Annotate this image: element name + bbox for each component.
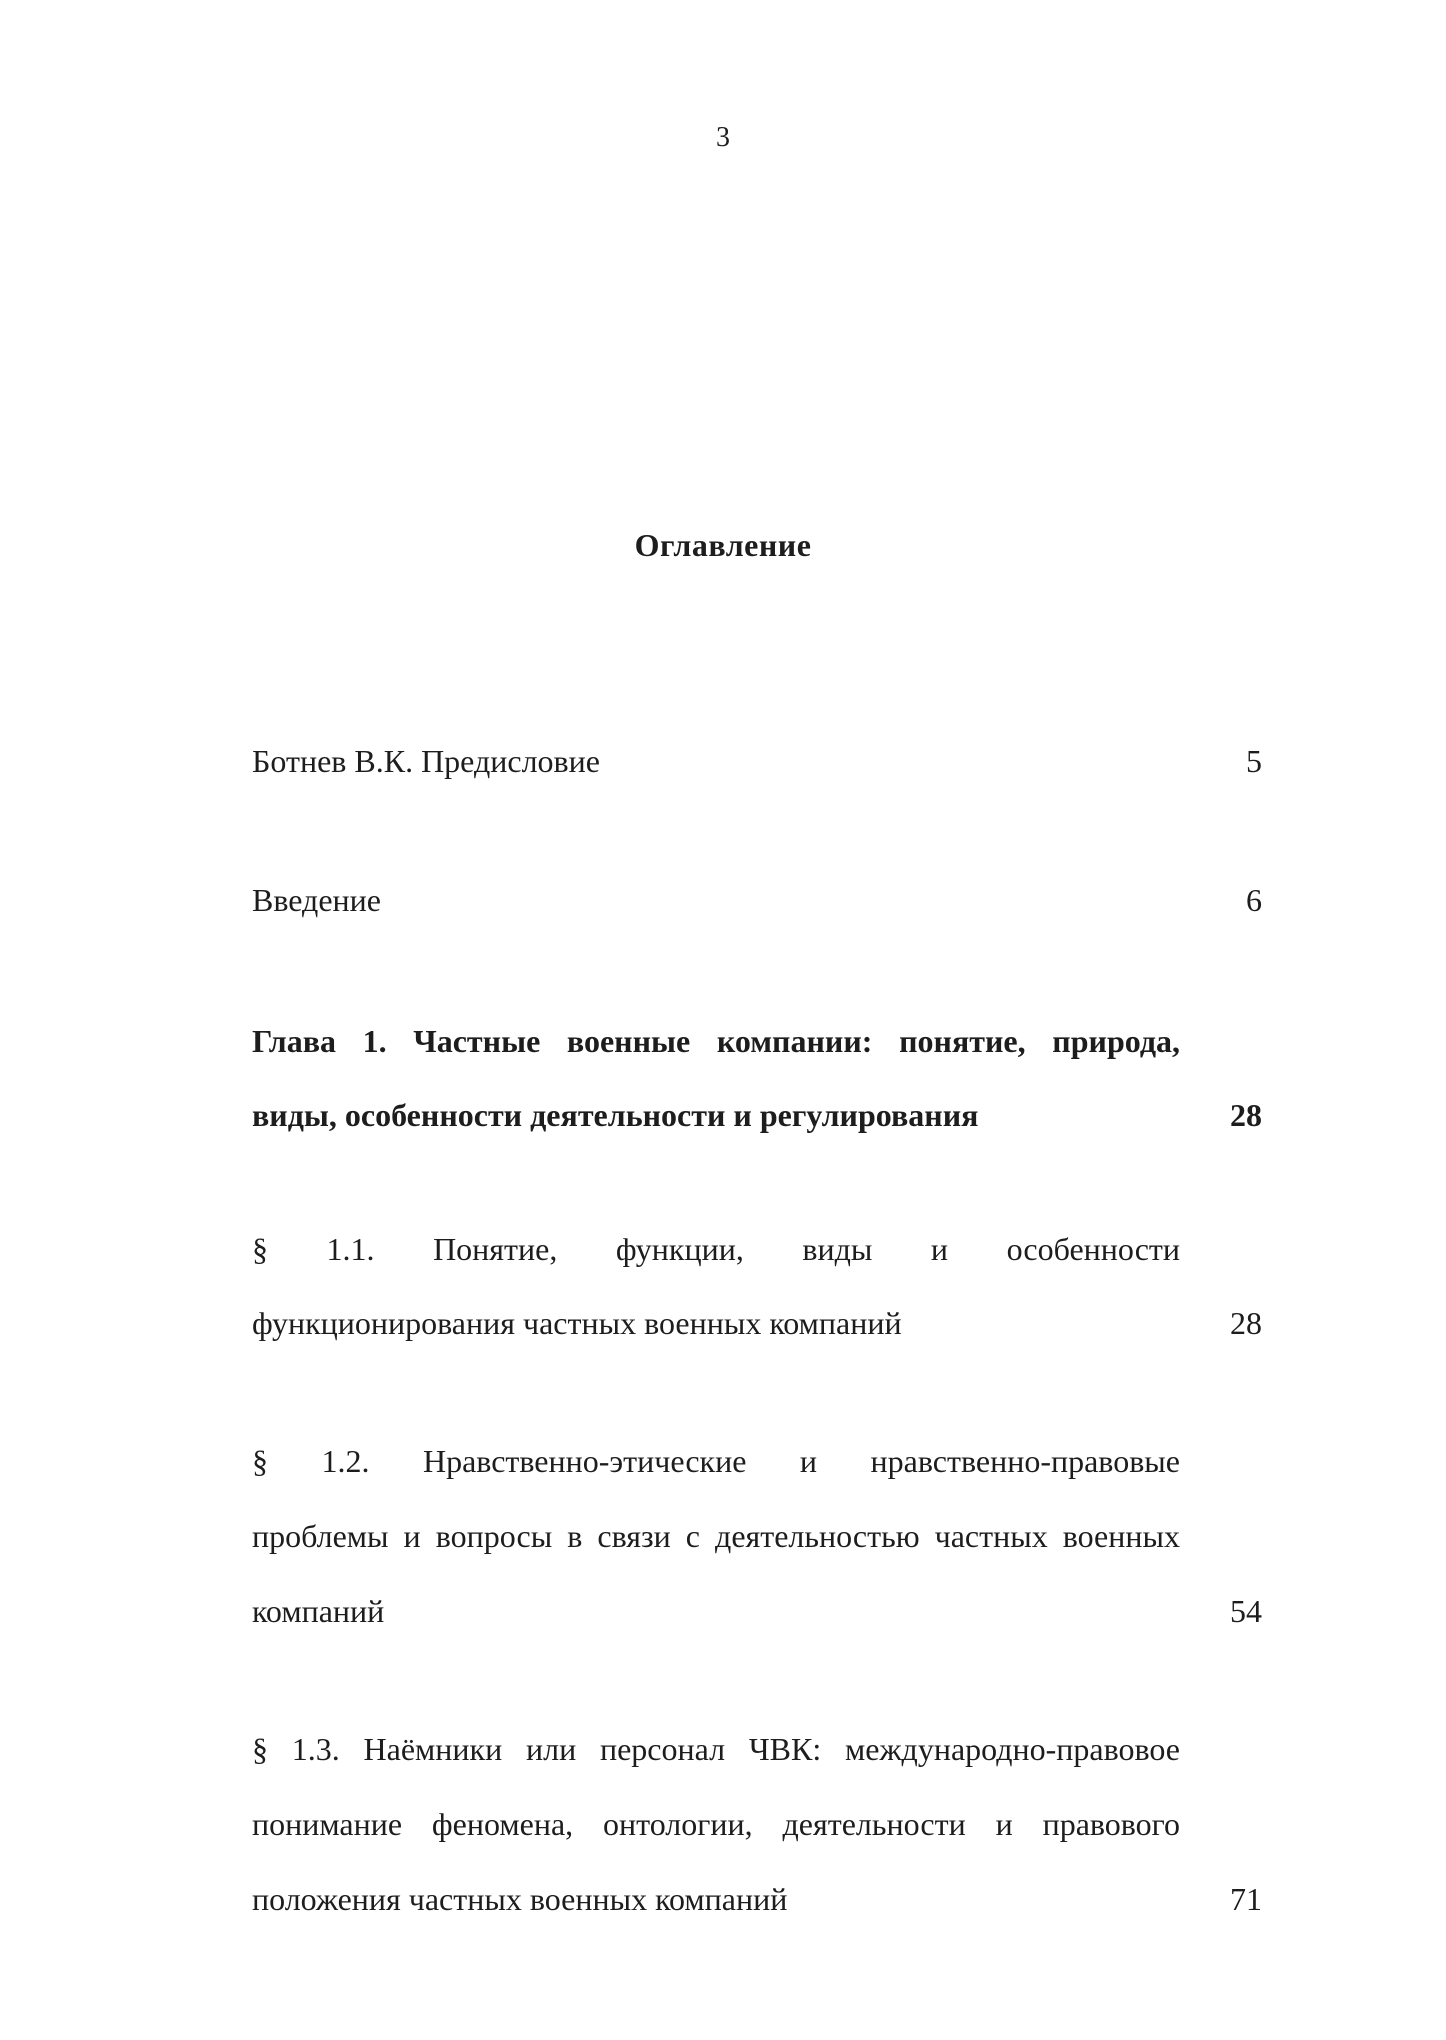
- toc-entry-text-line: компаний: [252, 1593, 385, 1629]
- toc-entry-page: 28: [1230, 1305, 1262, 1341]
- toc-entry-text-line: § 1.3. Наёмники или персонал ЧВК: международно-правовое: [252, 1731, 1180, 1767]
- toc-entry-text-line: Глава 1. Частные военные компании: понятие, природа,: [252, 1023, 1180, 1059]
- toc-entry-page: 54: [1230, 1593, 1262, 1629]
- toc-entry-text-line: проблемы и вопросы в связи с деятельностью частных военных: [252, 1518, 1180, 1554]
- toc-entry-text-line: функционирования частных военных компаний: [252, 1305, 902, 1341]
- toc-entry-page: 71: [1230, 1881, 1262, 1917]
- toc-entry-text: Введение: [252, 882, 381, 918]
- toc-entry-text: Ботнев В.К. Предисловие: [252, 743, 600, 779]
- toc-title: Оглавление: [634, 527, 812, 563]
- toc-entry-page: 6: [1246, 882, 1262, 918]
- toc-entry-text-line: § 1.1. Понятие, функции, виды и особенности: [252, 1231, 1180, 1267]
- toc-entry-page: 5: [1246, 743, 1262, 779]
- toc-entry-text-line: положения частных военных компаний: [252, 1881, 788, 1917]
- toc-entry-text-line: § 1.2. Нравственно-этические и нравственно-правовые: [252, 1443, 1180, 1479]
- toc-entry-text-line: виды, особенности деятельности и регулирования: [252, 1097, 979, 1133]
- toc-entry-text-line: понимание феномена, онтологии, деятельности и правового: [252, 1806, 1180, 1842]
- toc-entry-page: 28: [1230, 1097, 1262, 1133]
- page-number: 3: [716, 122, 730, 153]
